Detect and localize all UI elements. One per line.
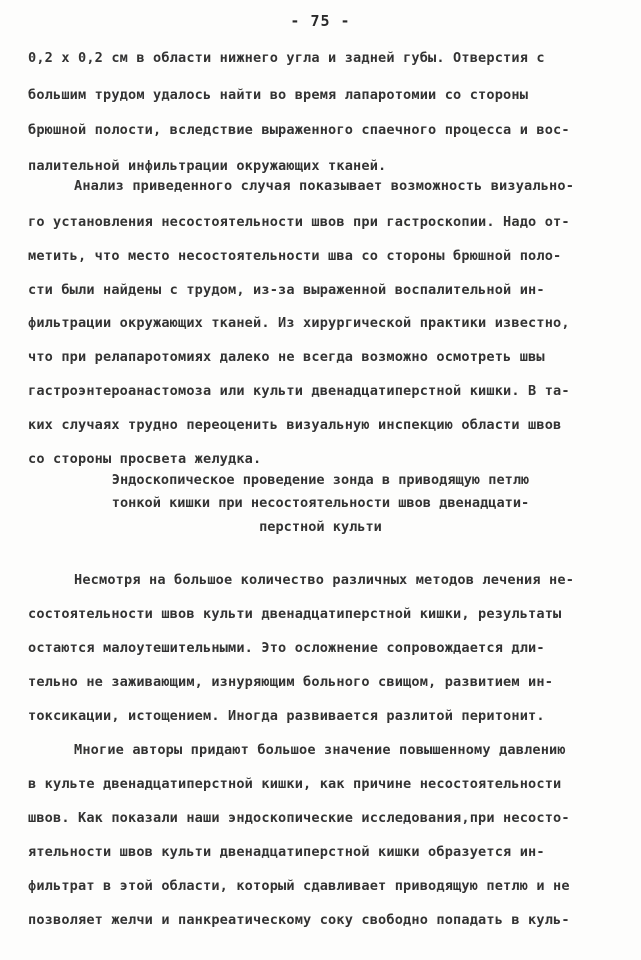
paragraph-1-line-1: 0,2 x 0,2 см в области нижнего угла и задней губы. Отверстия с	[28, 50, 545, 66]
paragraph-3-line-2: состоятельности швов культи двенадцатиперстной кишки, результаты	[28, 606, 562, 622]
paragraph-2-line-3: метить, что место несостоятельности шва со стороны брюшной поло-	[28, 248, 562, 264]
paragraph-4-line-1: Многие авторы придают большое значение повышенному давлению	[74, 742, 566, 758]
section-heading-line-2: тонкой кишки при несостоятельности швов двенадцати-	[111, 495, 530, 511]
paragraph-2-line-8: ких случаях трудно переоценить визуальную инспекцию области швов	[28, 417, 562, 433]
paragraph-3-line-1: Несмотря на большое количество различных методов лечения не-	[74, 572, 575, 588]
paragraph-3-line-5: токсикации, истощением. Иногда развивается разлитой перитонит.	[28, 708, 545, 724]
paragraph-2-line-6: что при релапаротомиях далеко не всегда возможно осмотреть швы	[28, 349, 545, 365]
paragraph-2-line-5: фильтрации окружающих тканей. Из хирургической практики известно,	[28, 315, 570, 331]
paragraph-4-line-6: позволяет желчи и панкреатическому соку свободно попадать в куль-	[28, 912, 570, 928]
paragraph-3-line-4: тельно не заживающим, изнуряющим больного свищом, развитием ин-	[28, 674, 554, 690]
section-heading-line-3: перстной культи	[259, 519, 382, 535]
paragraph-2-line-4: сти были найдены с трудом, из-за выраженной воспалительной ин-	[28, 282, 545, 298]
page-number: - 75 -	[290, 12, 351, 30]
paragraph-4-line-3: швов. Как показали наши эндоскопические исследования,при несосто-	[28, 810, 570, 826]
paragraph-2-line-7: гастроэнтероанастомоза или культи двенадцатиперстной кишки. В та-	[28, 383, 570, 399]
paragraph-4-line-2: в культе двенадцатиперстной кишки, как причине несостоятельности	[28, 776, 562, 792]
paragraph-2-line-2: го установления несостоятельности швов при гастроскопии. Надо от-	[28, 214, 570, 230]
paragraph-3-line-3: остаются малоутешительными. Это осложнение сопровождается дли-	[28, 640, 545, 656]
section-heading-line-1: Эндоскопическое проведение зонда в приводящую петлю	[111, 472, 530, 488]
paragraph-1-line-3: брюшной полости, вследствие выраженного спаечного процесса и вос-	[28, 122, 570, 138]
paragraph-1-line-4: палительной инфильтрации окружающих тканей.	[28, 158, 387, 174]
paragraph-4-line-5: фильтрат в этой области, который сдавливает приводящую петлю и не	[28, 878, 570, 894]
paragraph-4-line-4: ятельности швов культи двенадцатиперстной кишки образуется ин-	[28, 844, 545, 860]
paragraph-2-line-1: Анализ приведенного случая показывает возможность визуально-	[74, 178, 575, 194]
paragraph-1-line-2: большим трудом удалось найти во время лапаротомии со стороны	[28, 87, 529, 103]
paragraph-2-line-9: со стороны просвета желудка.	[28, 451, 262, 467]
